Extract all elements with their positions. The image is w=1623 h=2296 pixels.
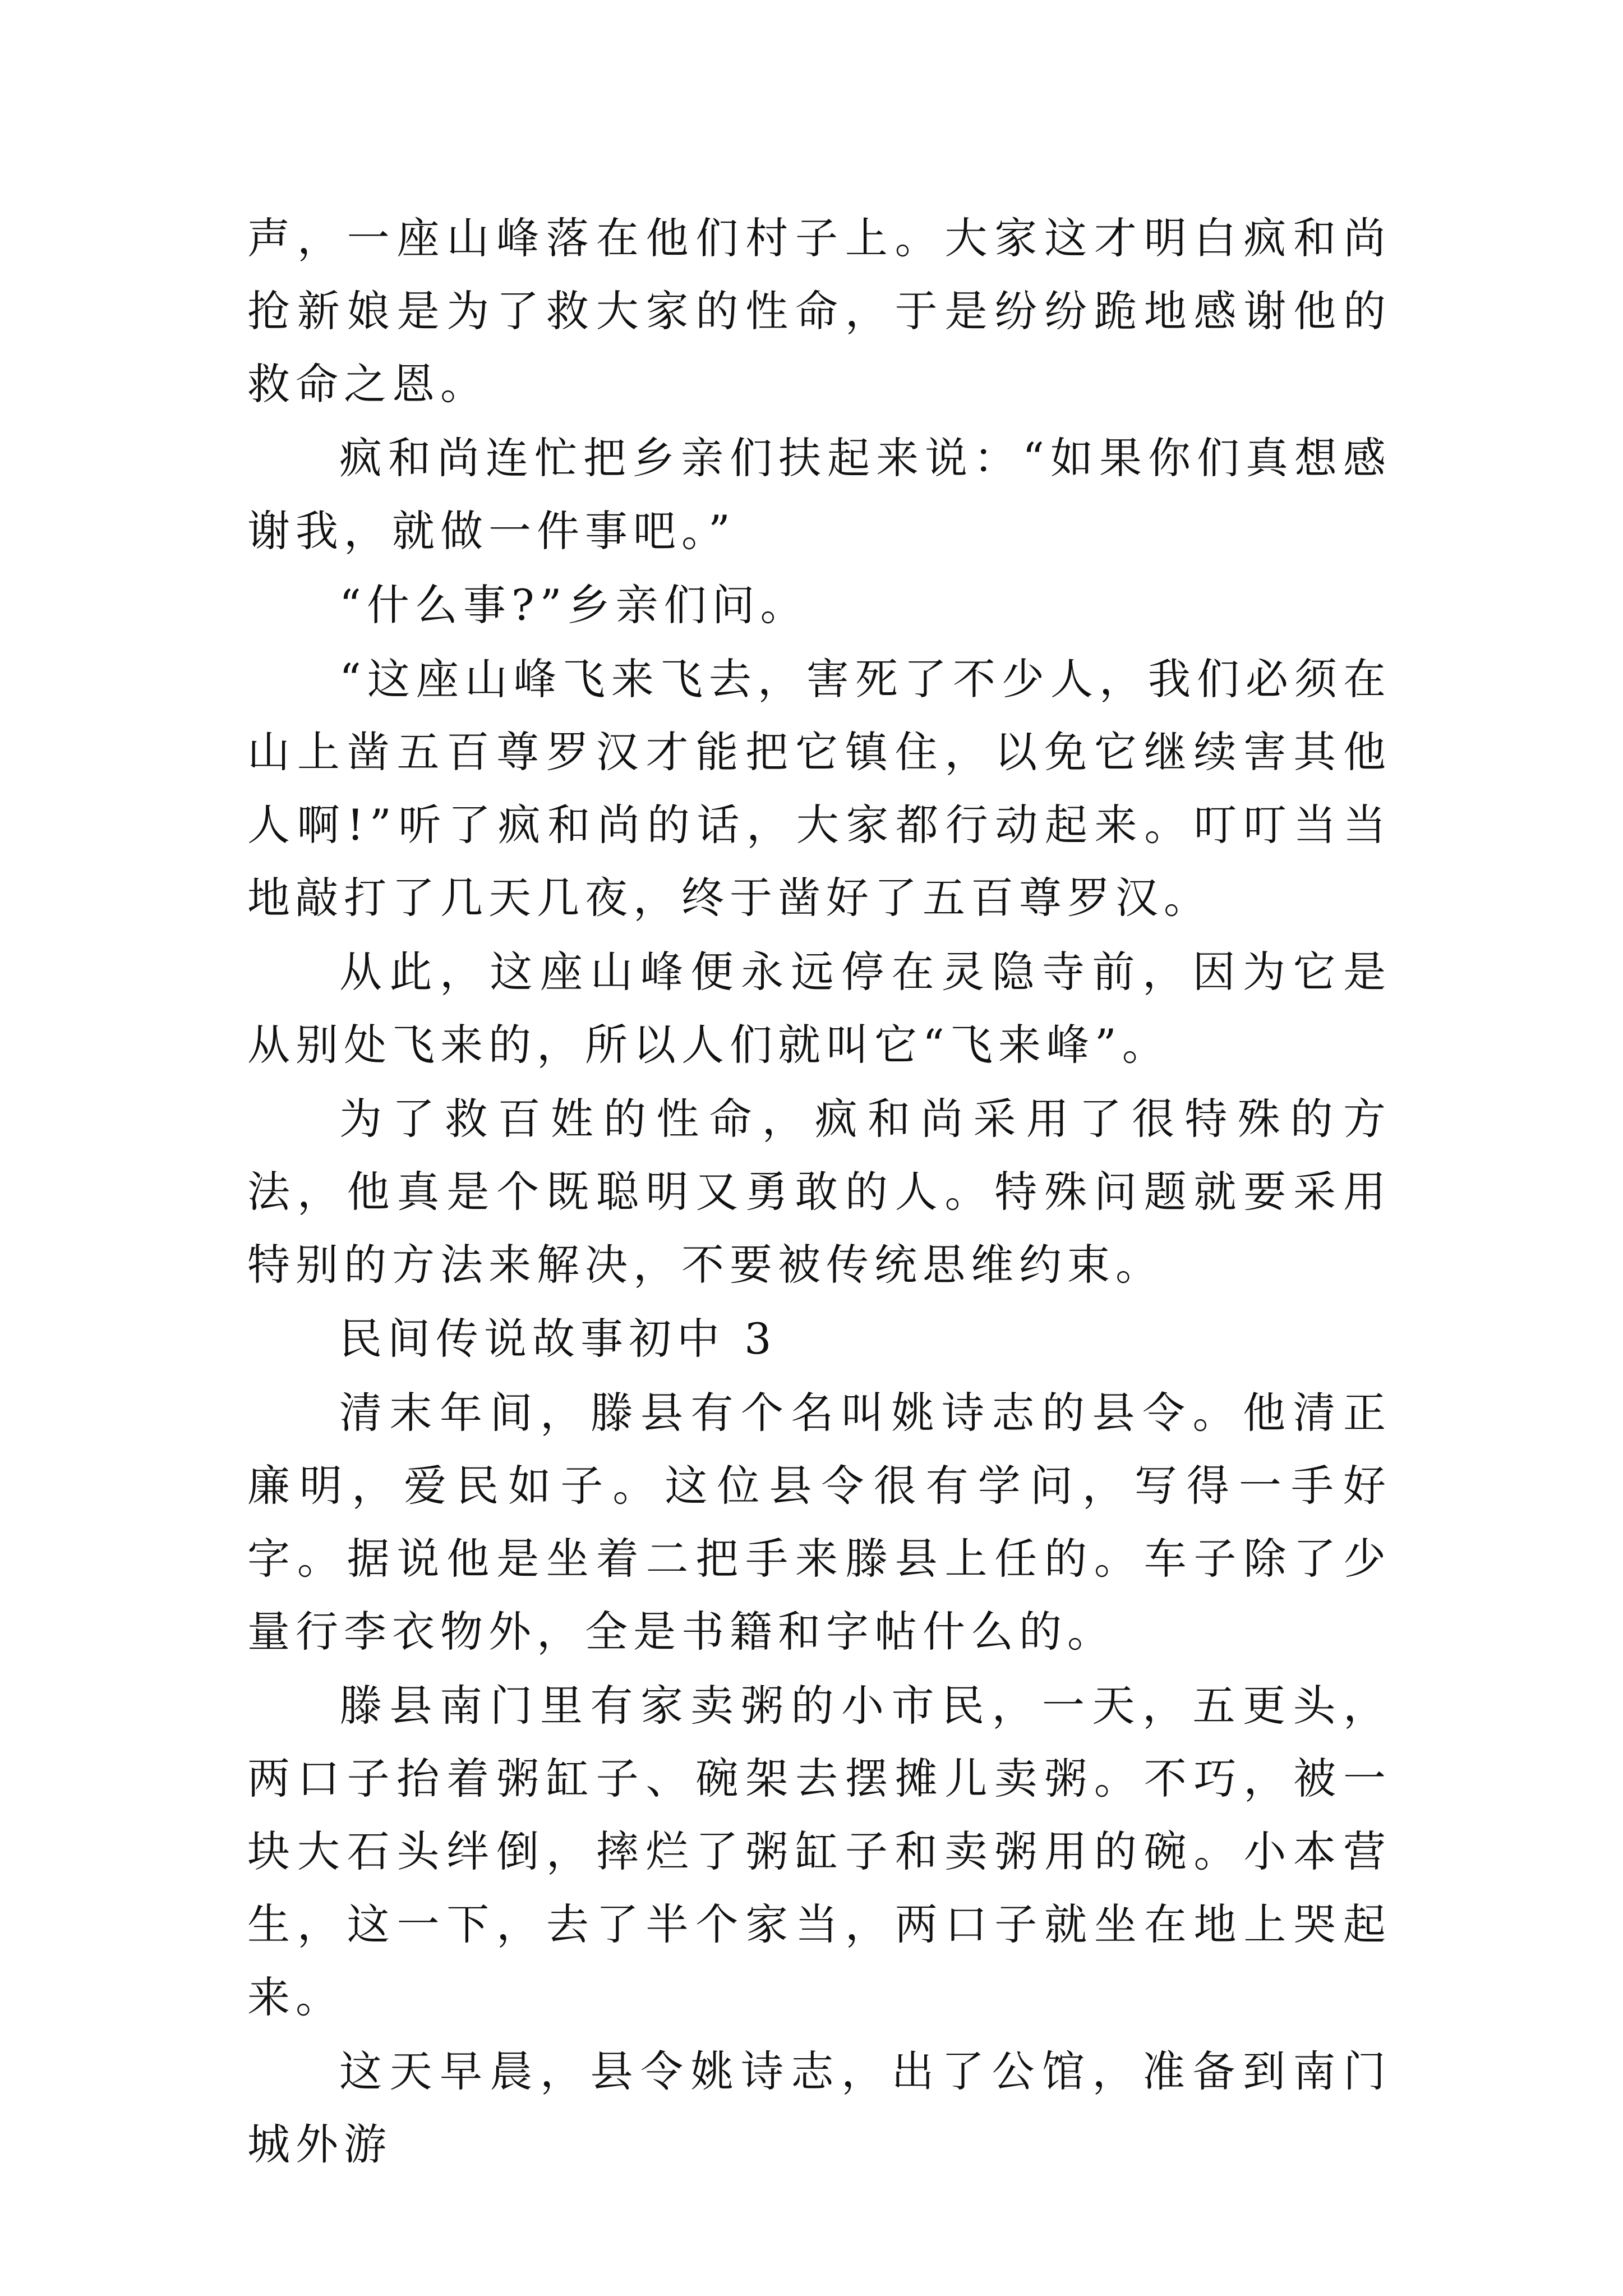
paragraph-9: 这天早晨，县令姚诗志，出了公馆，准备到南门城外游 bbox=[247, 2046, 1391, 2169]
document-body bbox=[247, 202, 1391, 2182]
paragraph-3: “什么事?”乡亲们问。 bbox=[339, 580, 809, 630]
section-heading: 民间传说故事初中 3 bbox=[339, 1314, 777, 1364]
paragraph-2: 疯和尚连忙把乡亲们扶起来说：“如果你们真想感谢我，就做一件事吧。” bbox=[247, 433, 1391, 556]
paragraph-1: 声，一座山峰落在他们村子上。大家这才明白疯和尚抢新娘是为了救大家的性命，于是纷纷跪地感谢他的救命之恩。 bbox=[247, 213, 1391, 409]
paragraph-5: 从此，这座山峰便永远停在灵隐寺前，因为它是从别处飞来的，所以人们就叫它“飞来峰”。 bbox=[247, 947, 1391, 1070]
paragraph-6: 为了救百姓的性命，疯和尚采用了很特殊的方法，他真是个既聪明又勇敢的人。特殊问题就要采用特别的方法来解决，不要被传统思维约束。 bbox=[247, 1094, 1391, 1290]
paragraph-8: 滕县南门里有家卖粥的小市民，一天，五更头，两口子抬着粥缸子、碗架去摆摊儿卖粥。不巧，被一块大石头绊倒，摔烂了粥缸子和卖粥用的碗。小本营生，这一下，去了半个家当，两口子就坐在地上哭起来。 bbox=[247, 1681, 1391, 2022]
paragraph-7: 清末年间，滕县有个名叫姚诗志的县令。他清正廉明，爱民如子。这位县令很有学问，写得一手好字。据说他是坐着二把手来滕县上任的。车子除了少量行李衣物外，全是书籍和字帖什么的。 bbox=[247, 1388, 1391, 1657]
paragraph-4: “这座山峰飞来飞去，害死了不少人，我们必须在山上凿五百尊罗汉才能把它镇住，以免它继续害其他人啊!”听了疯和尚的话，大家都行动起来。叮叮当当地敲打了几天几夜，终于凿好了五百尊罗汉。 bbox=[247, 654, 1391, 923]
